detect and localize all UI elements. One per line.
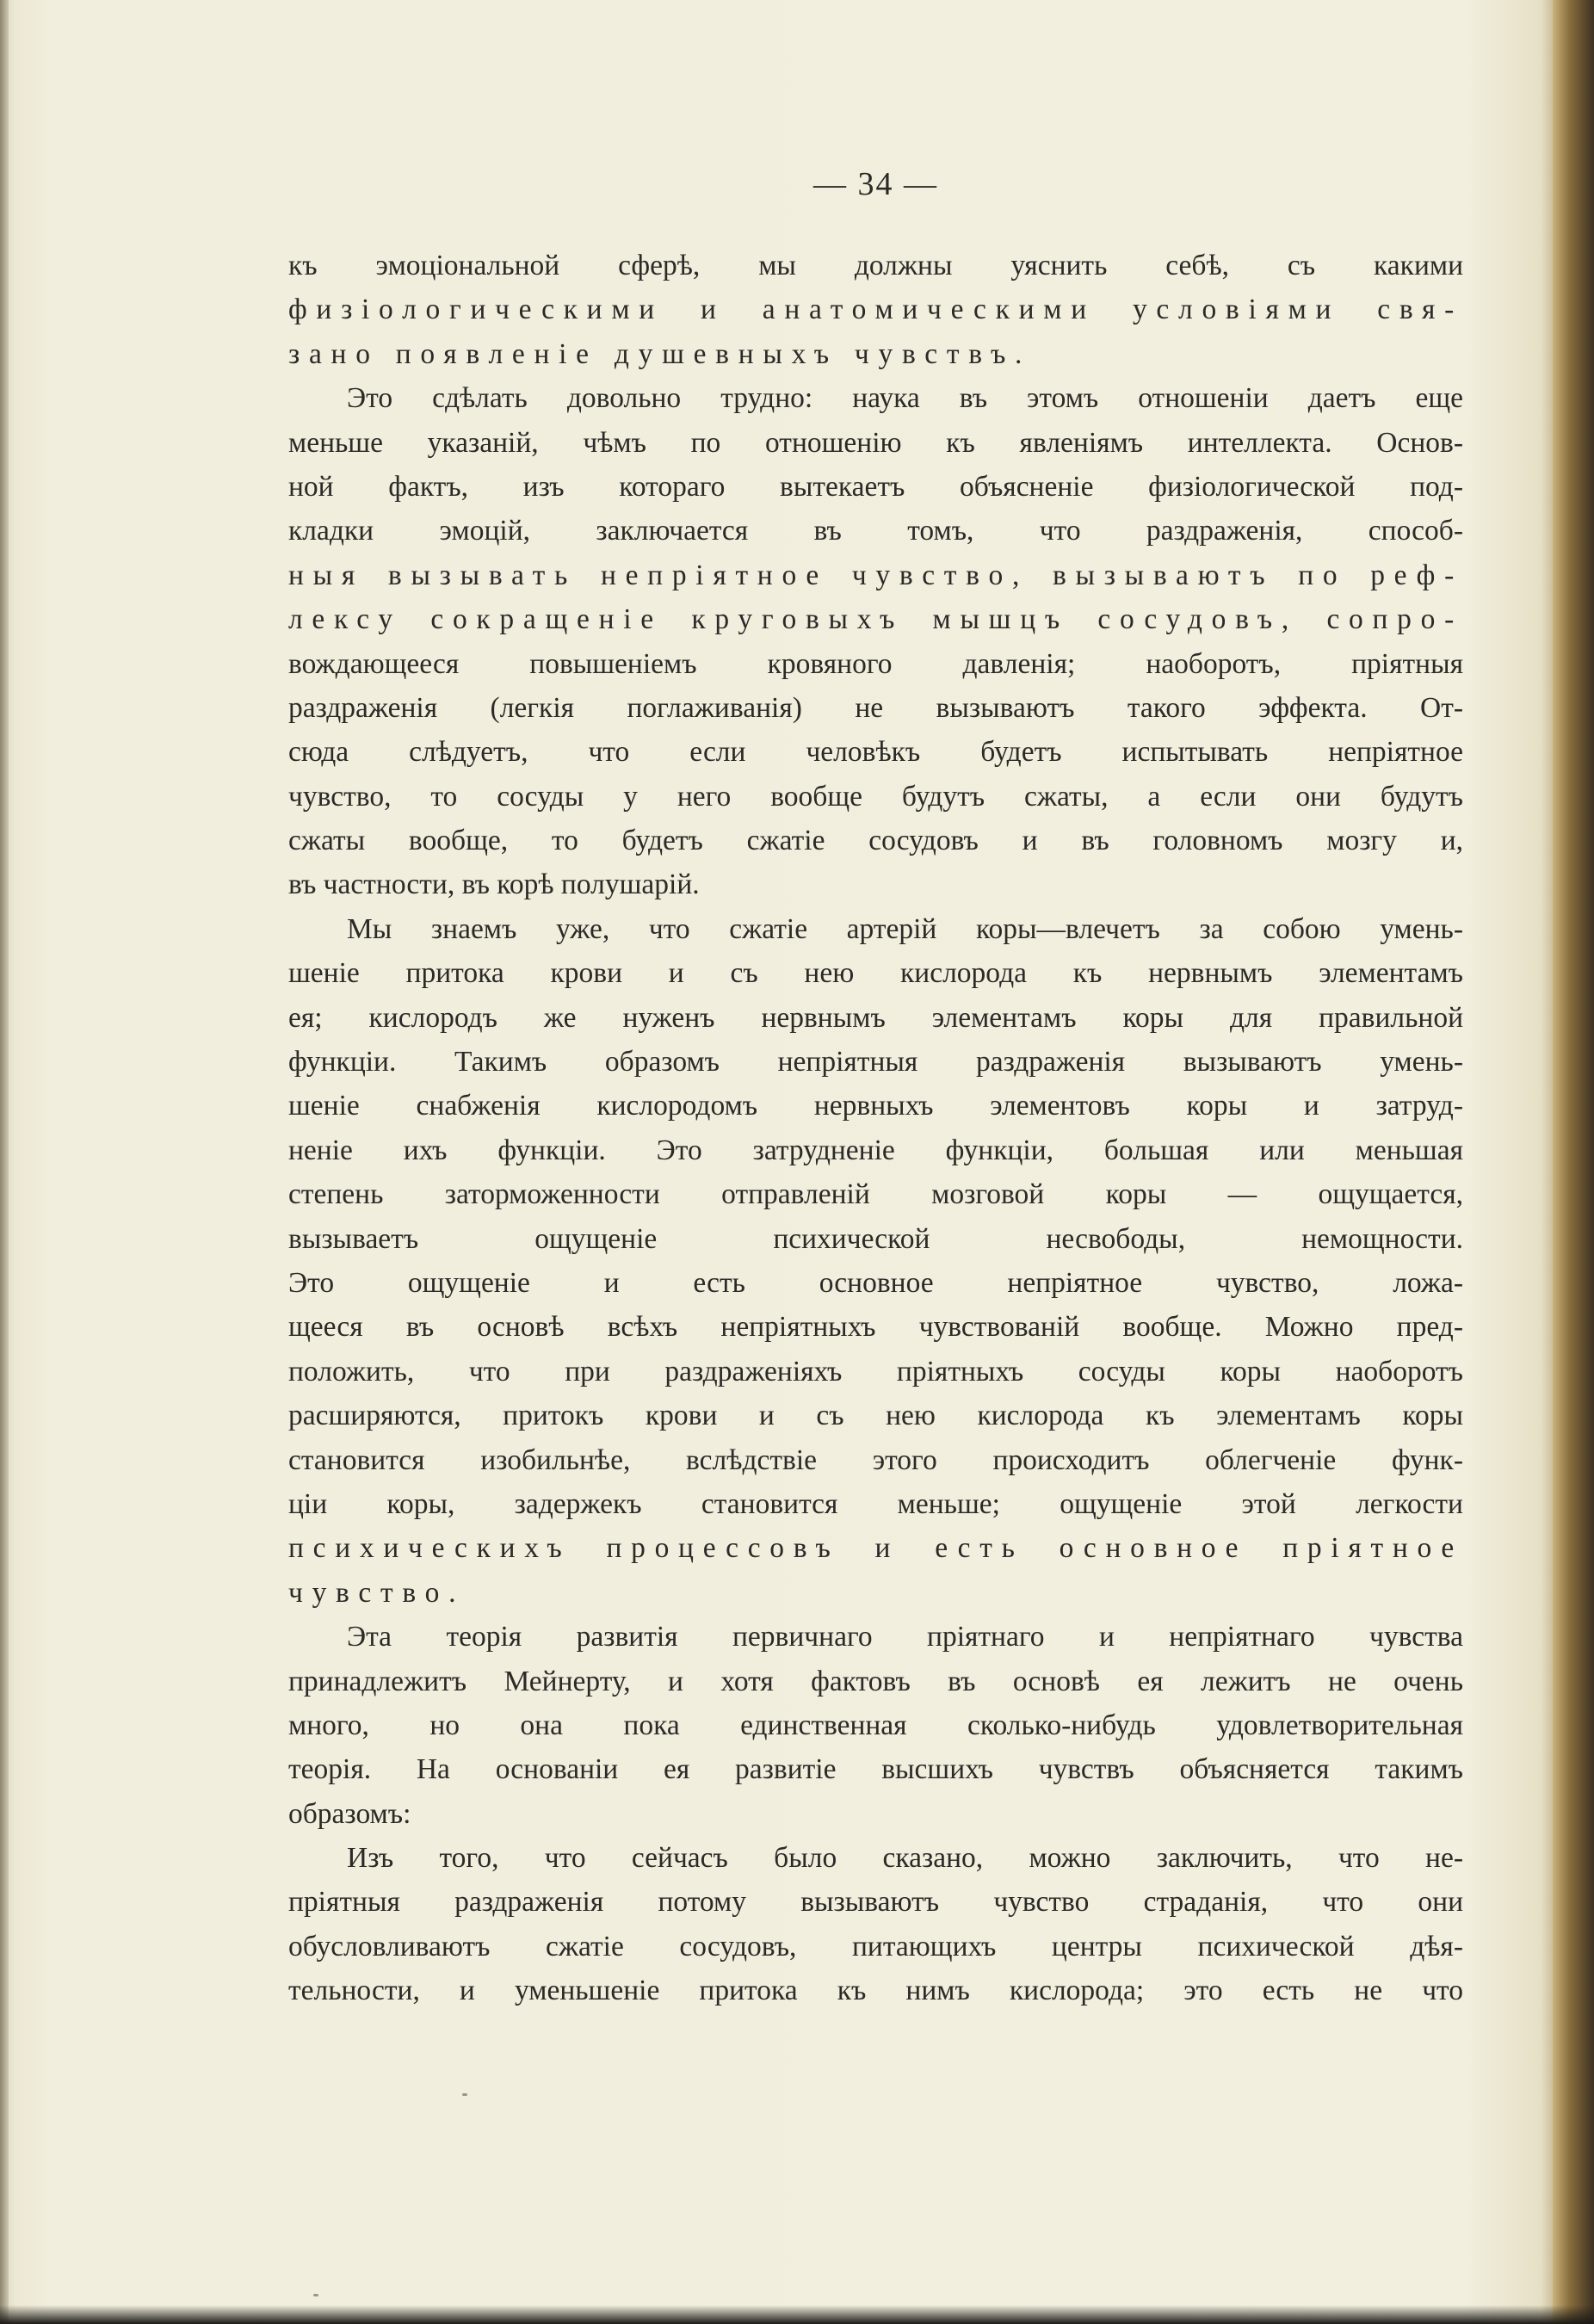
text-line: теорія. На основаніи ея развитіе высшихъ чувствъ объясняется такимъ — [288, 1753, 1463, 1786]
text-line: становится изобильнѣе, вслѣдствіе этого происходитъ облегченіе функ- — [288, 1443, 1463, 1476]
text-line: тельности, и уменьшеніе притока къ нимъ кислорода; это есть не что — [288, 1975, 1463, 2007]
body-text — [288, 244, 1463, 2013]
text-line: сюда слѣдуетъ, что если человѣкъ будетъ испытывать непріятное — [288, 736, 1463, 769]
text-line: неніе ихъ функціи. Это затрудненіе функціи, большая или меньшая — [288, 1134, 1463, 1166]
text-line: принадлежитъ Мейнерту, и хотя фактовъ въ основѣ ея лежитъ не очень — [288, 1665, 1463, 1697]
text-line: сжаты вообще, то будетъ сжатіе сосудовъ и въ головномъ мозгу и, — [288, 825, 1463, 857]
text-line: обусловливаютъ сжатіе сосудовъ, питающихъ центры психической дѣя- — [288, 1930, 1463, 1962]
book-binding-edge — [1553, 0, 1594, 2324]
text-line: Это ощущеніе и есть основное непріятное чувство, ложа- — [288, 1266, 1463, 1299]
text-line: меньше указаній, чѣмъ по отношенію къ явленіямъ интеллекта. Основ- — [288, 426, 1463, 459]
text-line: Это сдѣлать довольно трудно: наука въ этомъ отношеніи даетъ еще — [347, 382, 1463, 415]
text-line: пріятныя раздраженія потому вызываютъ чувство страданія, что они — [288, 1886, 1463, 1919]
text-line: психическихъ процессовъ и есть основное пріятное — [288, 1532, 1463, 1565]
text-line: ной фактъ, изъ котораго вытекаетъ объясненіе физіологической под- — [288, 470, 1463, 503]
text-line: ныя вызывать непріятное чувство, вызываютъ по реф- — [288, 559, 1463, 591]
text-line: расширяются, притокъ крови и съ нею кислорода къ элементамъ коры — [288, 1400, 1463, 1432]
paper-speck — [462, 2093, 467, 2096]
text-line: щееся въ основѣ всѣхъ непріятныхъ чувствованій вообще. Можно пред- — [288, 1311, 1463, 1344]
text-line: Эта теорія развитія первичнаго пріятнаго и непріятнаго чувства — [347, 1621, 1463, 1653]
text-line: шеніе притока крови и съ нею кислорода къ нервнымъ элементамъ — [288, 957, 1463, 990]
text-line: шеніе снабженія кислородомъ нервныхъ элементовъ коры и затруд- — [288, 1090, 1463, 1122]
page-left-edge — [0, 0, 9, 2324]
text-line: Мы знаемъ уже, что сжатіе артерій коры—влечетъ за собою умень- — [347, 912, 1463, 945]
page-number: — 34 — — [813, 166, 938, 202]
text-line: вождающееся повышеніемъ кровяного давленія; наоборотъ, пріятныя — [288, 647, 1463, 680]
text-line: функціи. Такимъ образомъ непріятныя раздраженія вызываютъ умень- — [288, 1046, 1463, 1079]
text-line: физіологическими и анатомическими условіями свя- — [288, 294, 1463, 326]
text-line: кладки эмоцій, заключается въ томъ, что раздраженія, способ- — [288, 515, 1463, 547]
text-line: чувство. — [288, 1576, 466, 1609]
text-line: зано появленіе душевныхъ чувствъ. — [288, 337, 1032, 370]
text-line: степень заторможенности отправленій мозговой коры — ощущается, — [288, 1178, 1463, 1211]
page-content — [288, 0, 1463, 2324]
text-line: ея; кислородъ же нуженъ нервнымъ элементамъ коры для правильной — [288, 1001, 1463, 1034]
text-line: вызываетъ ощущеніе психической несвободы, немощности. — [288, 1222, 1463, 1255]
text-line: къ эмоціональной сферѣ, мы должны уяснить себѣ, съ какими — [288, 250, 1463, 281]
text-line: положить, что при раздраженіяхъ пріятныхъ сосуды коры наоборотъ — [288, 1355, 1463, 1388]
paper-speck — [313, 2294, 318, 2296]
text-line: ціи коры, задержекъ становится меньше; ощущеніе этой легкости — [288, 1487, 1463, 1520]
text-line: много, но она пока единственная сколько-нибудь удовлетворительная — [288, 1709, 1463, 1741]
text-line: лексу сокращеніе круговыхъ мышцъ сосудовъ, сопро- — [288, 603, 1463, 636]
text-line: раздраженія (легкія поглаживанія) не вызываютъ такого эффекта. От- — [288, 691, 1463, 724]
text-line: образомъ: — [288, 1797, 411, 1830]
text-line: Изъ того, что сейчасъ было сказано, можно заключить, что не- — [347, 1842, 1463, 1875]
text-line: въ частности, въ корѣ полушарій. — [288, 868, 700, 901]
text-line: чувство, то сосуды у него вообще будутъ сжаты, а если они будутъ — [288, 780, 1463, 813]
